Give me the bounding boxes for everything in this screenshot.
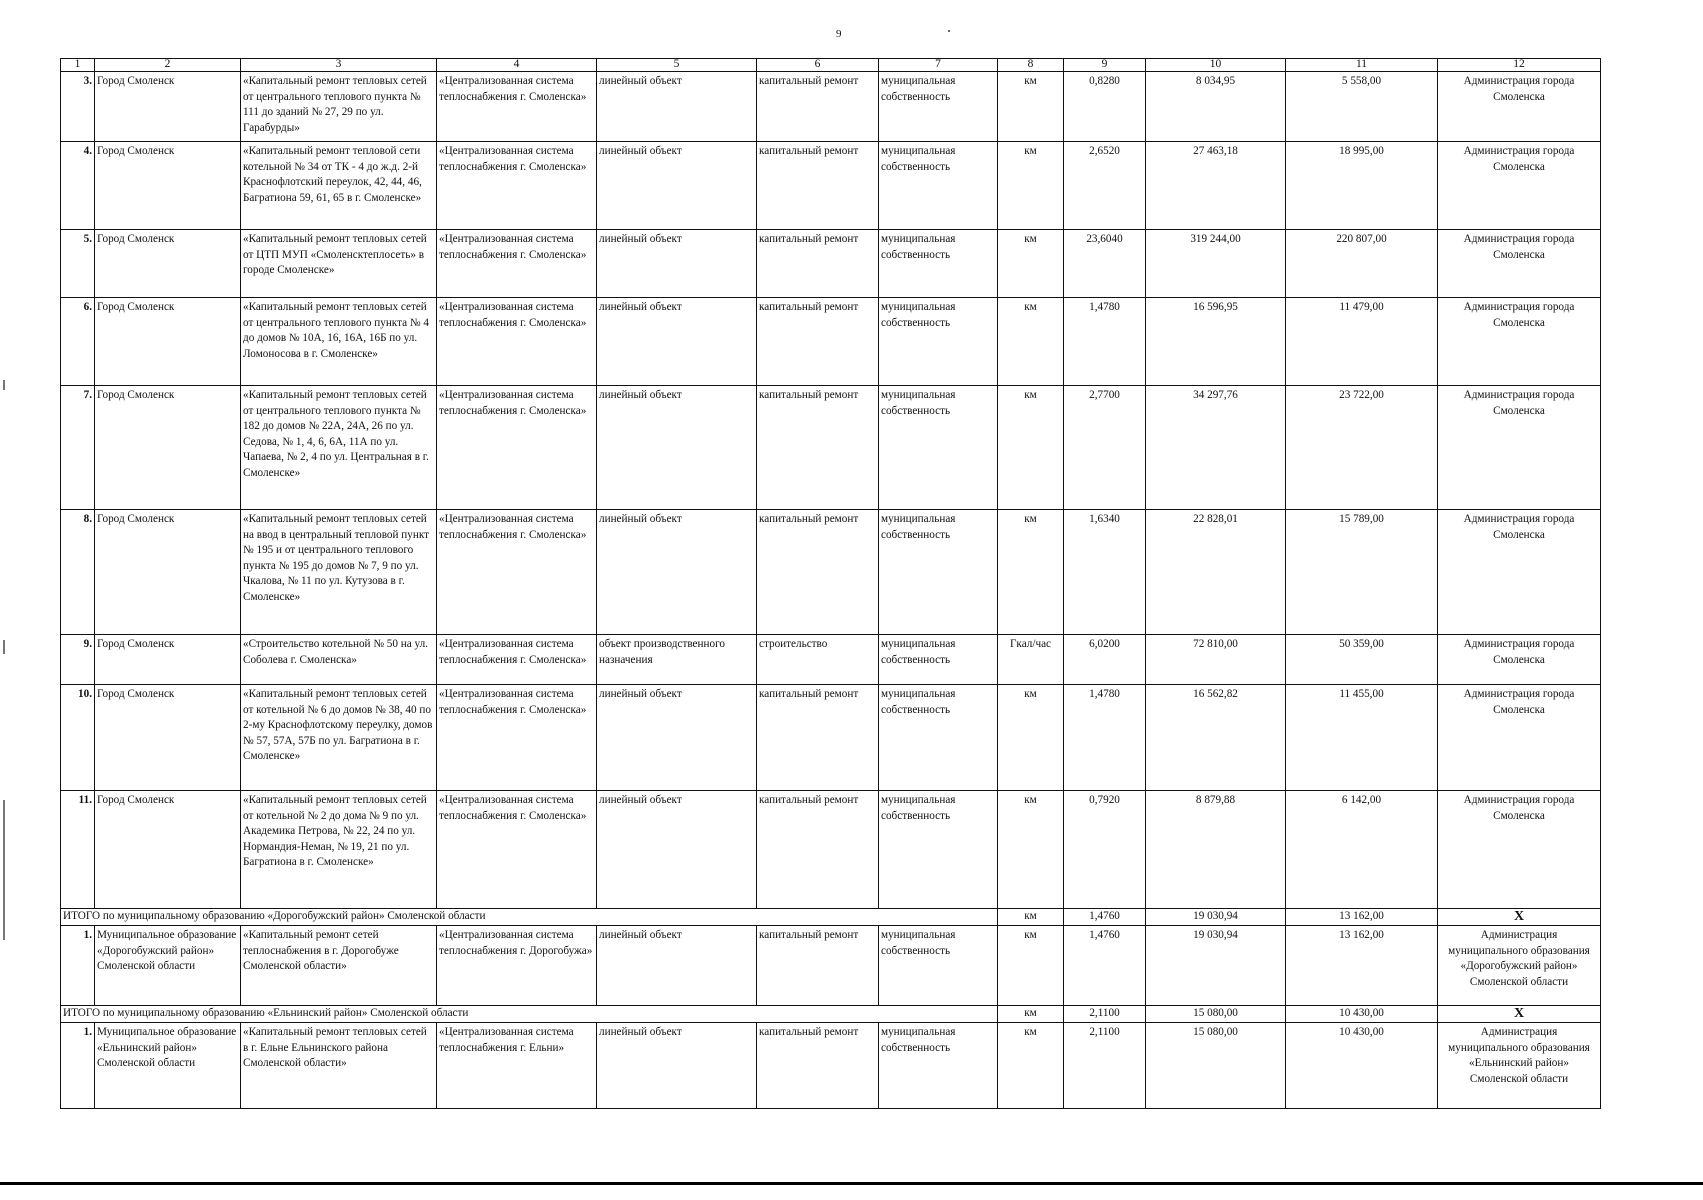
ownership-cell: муниципальная собственность (879, 230, 998, 298)
ownership-cell: муниципальная собственность (879, 510, 998, 635)
owner-cell: Администрация муниципального образования «Ельнинский район» Смоленской области (1438, 1023, 1601, 1109)
table-row (61, 142, 1601, 230)
funding-cell: 13 162,00 (1286, 909, 1438, 926)
capacity-cell: 2,7700 (1064, 386, 1146, 510)
row-number: 1. (61, 926, 95, 1006)
subtotal-label: ИТОГО по муниципальному образованию «Ельнинский район» Смоленской области (61, 1006, 998, 1023)
territory-cell: Город Смоленск (95, 791, 241, 909)
table-row (61, 386, 1601, 510)
unit-cell: км (998, 386, 1064, 510)
page-number: 9 (836, 28, 842, 40)
capacity-cell: 2,1100 (1064, 1023, 1146, 1109)
owner-cell: Администрация муниципального образования «Дорогобужский район» Смоленской области (1438, 926, 1601, 1006)
capacity-cell: 0,8280 (1064, 72, 1146, 142)
funding-cell: 13 162,00 (1286, 926, 1438, 1006)
system-cell: «Централизованная система теплоснабжения г. Смоленска» (437, 635, 597, 685)
work-type-cell: капитальный ремонт (757, 386, 879, 510)
cost-cell: 16 596,95 (1146, 298, 1286, 386)
territory-cell: Город Смоленск (95, 685, 241, 791)
ownership-cell: муниципальная собственность (879, 1023, 998, 1109)
funding-cell: 50 359,00 (1286, 635, 1438, 685)
scan-edge-mark (3, 800, 5, 940)
unit-cell: км (998, 1006, 1064, 1023)
table-row (61, 685, 1601, 791)
funding-cell: 6 142,00 (1286, 791, 1438, 909)
system-cell: «Централизованная система теплоснабжения г. Смоленска» (437, 510, 597, 635)
table-row (61, 926, 1601, 1006)
scan-edge-mark (3, 640, 5, 654)
funding-cell: 23 722,00 (1286, 386, 1438, 510)
work-type-cell: капитальный ремонт (757, 72, 879, 142)
column-number-header (61, 59, 1601, 72)
row-number: 4. (61, 142, 95, 230)
owner-cell: Администрация города Смоленска (1438, 635, 1601, 685)
project-name-cell: «Капитальный ремонт тепловых сетей от центрального теплового пункта № 182 до домов № 22А, 24А, 26 по ул. Седова, № 1, 4, 6, 6А, 11А по ул. Чапаева, № 2, 4 по ул. Центральная в г. Смоленске» (241, 386, 437, 510)
territory-cell: Город Смоленск (95, 142, 241, 230)
column-header: 7 (879, 59, 998, 72)
territory-cell: Муниципальное образование «Дорогобужский район» Смоленской области (95, 926, 241, 1006)
funding-cell: 220 807,00 (1286, 230, 1438, 298)
capacity-cell: 1,4780 (1064, 685, 1146, 791)
work-type-cell: капитальный ремонт (757, 142, 879, 230)
system-cell: «Централизованная система теплоснабжения г. Смоленска» (437, 386, 597, 510)
table-row (61, 72, 1601, 142)
work-type-cell: капитальный ремонт (757, 791, 879, 909)
cost-cell: 8 879,88 (1146, 791, 1286, 909)
subtotal-label: ИТОГО по муниципальному образованию «Дорогобужский район» Смоленской области (61, 909, 998, 926)
table-row (61, 230, 1601, 298)
column-header: 6 (757, 59, 879, 72)
row-number: 5. (61, 230, 95, 298)
project-name-cell: «Капитальный ремонт тепловых сетей в г. Ельне Ельнинского района Смоленской области» (241, 1023, 437, 1109)
cost-cell: 72 810,00 (1146, 635, 1286, 685)
work-type-cell: капитальный ремонт (757, 298, 879, 386)
owner-cell: Администрация города Смоленска (1438, 298, 1601, 386)
system-cell: «Централизованная система теплоснабжения г. Смоленска» (437, 298, 597, 386)
capacity-cell: 1,6340 (1064, 510, 1146, 635)
work-type-cell: капитальный ремонт (757, 230, 879, 298)
column-header: 10 (1146, 59, 1286, 72)
territory-cell: Город Смоленск (95, 230, 241, 298)
system-cell: «Централизованная система теплоснабжения г. Ельни» (437, 1023, 597, 1109)
owner-cell: Администрация города Смоленска (1438, 510, 1601, 635)
subtotal-row (61, 1006, 1601, 1023)
project-name-cell: «Капитальный ремонт тепловых сетей на ввод в центральный тепловой пункт № 195 и от центрального теплового пункта № 195 до домов № 7, 9 по ул. Чкалова, № 11 по ул. Кутузова в г. Смоленске» (241, 510, 437, 635)
cost-cell: 8 034,95 (1146, 72, 1286, 142)
row-number: 8. (61, 510, 95, 635)
capacity-cell: 1,4760 (1064, 909, 1146, 926)
column-header: 1 (61, 59, 95, 72)
unit-cell: км (998, 298, 1064, 386)
object-type-cell: линейный объект (597, 230, 757, 298)
owner-cell: Администрация города Смоленска (1438, 685, 1601, 791)
object-type-cell: линейный объект (597, 142, 757, 230)
project-name-cell: «Капитальный ремонт сетей теплоснабжения в г. Дорогобуже Смоленской области» (241, 926, 437, 1006)
owner-cell: Администрация города Смоленска (1438, 142, 1601, 230)
row-number: 9. (61, 635, 95, 685)
row-number: 1. (61, 1023, 95, 1109)
territory-cell: Муниципальное образование «Ельнинский район» Смоленской области (95, 1023, 241, 1109)
column-header: 8 (998, 59, 1064, 72)
system-cell: «Централизованная система теплоснабжения г. Смоленска» (437, 791, 597, 909)
system-cell: «Централизованная система теплоснабжения г. Смоленска» (437, 142, 597, 230)
object-type-cell: линейный объект (597, 72, 757, 142)
owner-cell: X (1438, 909, 1601, 926)
capacity-cell: 2,1100 (1064, 1006, 1146, 1023)
row-number: 11. (61, 791, 95, 909)
row-number: 6. (61, 298, 95, 386)
ownership-cell: муниципальная собственность (879, 386, 998, 510)
work-type-cell: строительство (757, 635, 879, 685)
object-type-cell: линейный объект (597, 685, 757, 791)
row-number: 7. (61, 386, 95, 510)
data-table (60, 58, 1601, 1109)
row-number: 10. (61, 685, 95, 791)
owner-cell: X (1438, 1006, 1601, 1023)
cost-cell: 319 244,00 (1146, 230, 1286, 298)
territory-cell: Город Смоленск (95, 635, 241, 685)
cost-cell: 19 030,94 (1146, 909, 1286, 926)
capacity-cell: 0,7920 (1064, 791, 1146, 909)
system-cell: «Централизованная система теплоснабжения г. Дорогобужа» (437, 926, 597, 1006)
system-cell: «Централизованная система теплоснабжения г. Смоленска» (437, 685, 597, 791)
funding-cell: 10 430,00 (1286, 1023, 1438, 1109)
object-type-cell: линейный объект (597, 510, 757, 635)
column-header: 12 (1438, 59, 1601, 72)
unit-cell: км (998, 926, 1064, 1006)
project-name-cell: «Капитальный ремонт тепловых сетей от котельной № 2 до дома № 9 по ул. Академика Петрова, № 22, 24 по ул. Нормандия-Неман, № 19, 21 по ул. Багратиона в г. Смоленске» (241, 791, 437, 909)
scan-speck (948, 30, 950, 32)
table-row (61, 791, 1601, 909)
ownership-cell: муниципальная собственность (879, 791, 998, 909)
object-type-cell: линейный объект (597, 1023, 757, 1109)
territory-cell: Город Смоленск (95, 386, 241, 510)
scan-bottom-border (0, 1182, 1703, 1185)
cost-cell: 15 080,00 (1146, 1023, 1286, 1109)
capacity-cell: 1,4780 (1064, 298, 1146, 386)
unit-cell: км (998, 510, 1064, 635)
scan-edge-mark (3, 380, 5, 390)
column-header: 9 (1064, 59, 1146, 72)
table-row (61, 1023, 1601, 1109)
cost-cell: 19 030,94 (1146, 926, 1286, 1006)
row-number: 3. (61, 72, 95, 142)
object-type-cell: объект производственного назначения (597, 635, 757, 685)
owner-cell: Администрация города Смоленска (1438, 230, 1601, 298)
capacity-cell: 2,6520 (1064, 142, 1146, 230)
funding-cell: 15 789,00 (1286, 510, 1438, 635)
capacity-cell: 1,4760 (1064, 926, 1146, 1006)
ownership-cell: муниципальная собственность (879, 298, 998, 386)
table-row (61, 298, 1601, 386)
cost-cell: 34 297,76 (1146, 386, 1286, 510)
funding-cell: 5 558,00 (1286, 72, 1438, 142)
unit-cell: Гкал/час (998, 635, 1064, 685)
work-type-cell: капитальный ремонт (757, 510, 879, 635)
unit-cell: км (998, 685, 1064, 791)
capacity-cell: 23,6040 (1064, 230, 1146, 298)
unit-cell: км (998, 142, 1064, 230)
object-type-cell: линейный объект (597, 386, 757, 510)
system-cell: «Централизованная система теплоснабжения г. Смоленска» (437, 230, 597, 298)
territory-cell: Город Смоленск (95, 72, 241, 142)
ownership-cell: муниципальная собственность (879, 72, 998, 142)
subtotal-row (61, 909, 1601, 926)
column-header: 2 (95, 59, 241, 72)
column-header: 4 (437, 59, 597, 72)
unit-cell: км (998, 791, 1064, 909)
territory-cell: Город Смоленск (95, 298, 241, 386)
project-name-cell: «Капитальный ремонт тепловых сетей от котельной № 6 до домов № 38, 40 по 2-му Краснофлотскому переулку, домов № 57, 57А, 57Б по ул. Багратиона в г. Смоленске» (241, 685, 437, 791)
table-row (61, 510, 1601, 635)
work-type-cell: капитальный ремонт (757, 926, 879, 1006)
column-header: 11 (1286, 59, 1438, 72)
project-name-cell: «Строительство котельной № 50 на ул. Соболева г. Смоленска» (241, 635, 437, 685)
project-name-cell: «Капитальный ремонт тепловой сети котельной № 34 от ТК - 4 до ж.д. 2-й Краснофлотский переулок, 42, 44, 46, Багратиона 59, 61, 65 в г. Смоленске» (241, 142, 437, 230)
owner-cell: Администрация города Смоленска (1438, 386, 1601, 510)
cost-cell: 27 463,18 (1146, 142, 1286, 230)
ownership-cell: муниципальная собственность (879, 926, 998, 1006)
cost-cell: 15 080,00 (1146, 1006, 1286, 1023)
table-row (61, 635, 1601, 685)
object-type-cell: линейный объект (597, 298, 757, 386)
unit-cell: км (998, 1023, 1064, 1109)
work-type-cell: капитальный ремонт (757, 1023, 879, 1109)
object-type-cell: линейный объект (597, 791, 757, 909)
project-name-cell: «Капитальный ремонт тепловых сетей от ЦТП МУП «Смоленсктеплосеть» в городе Смоленске» (241, 230, 437, 298)
funding-cell: 18 995,00 (1286, 142, 1438, 230)
ownership-cell: муниципальная собственность (879, 142, 998, 230)
object-type-cell: линейный объект (597, 926, 757, 1006)
column-header: 5 (597, 59, 757, 72)
ownership-cell: муниципальная собственность (879, 635, 998, 685)
funding-cell: 11 479,00 (1286, 298, 1438, 386)
funding-cell: 10 430,00 (1286, 1006, 1438, 1023)
project-name-cell: «Капитальный ремонт тепловых сетей от центрального теплового пункта № 4 до домов № 10А, 16, 16А, 16Б по ул. Ломоносова в г. Смоленске» (241, 298, 437, 386)
column-header: 3 (241, 59, 437, 72)
owner-cell: Администрация города Смоленска (1438, 791, 1601, 909)
owner-cell: Администрация города Смоленска (1438, 72, 1601, 142)
unit-cell: км (998, 909, 1064, 926)
ownership-cell: муниципальная собственность (879, 685, 998, 791)
work-type-cell: капитальный ремонт (757, 685, 879, 791)
funding-cell: 11 455,00 (1286, 685, 1438, 791)
unit-cell: км (998, 230, 1064, 298)
territory-cell: Город Смоленск (95, 510, 241, 635)
cost-cell: 22 828,01 (1146, 510, 1286, 635)
capacity-cell: 6,0200 (1064, 635, 1146, 685)
cost-cell: 16 562,82 (1146, 685, 1286, 791)
system-cell: «Централизованная система теплоснабжения г. Смоленска» (437, 72, 597, 142)
unit-cell: км (998, 72, 1064, 142)
project-name-cell: «Капитальный ремонт тепловых сетей от центрального теплового пункта № 111 до зданий № 27, 29 по ул. Гарабурды» (241, 72, 437, 142)
